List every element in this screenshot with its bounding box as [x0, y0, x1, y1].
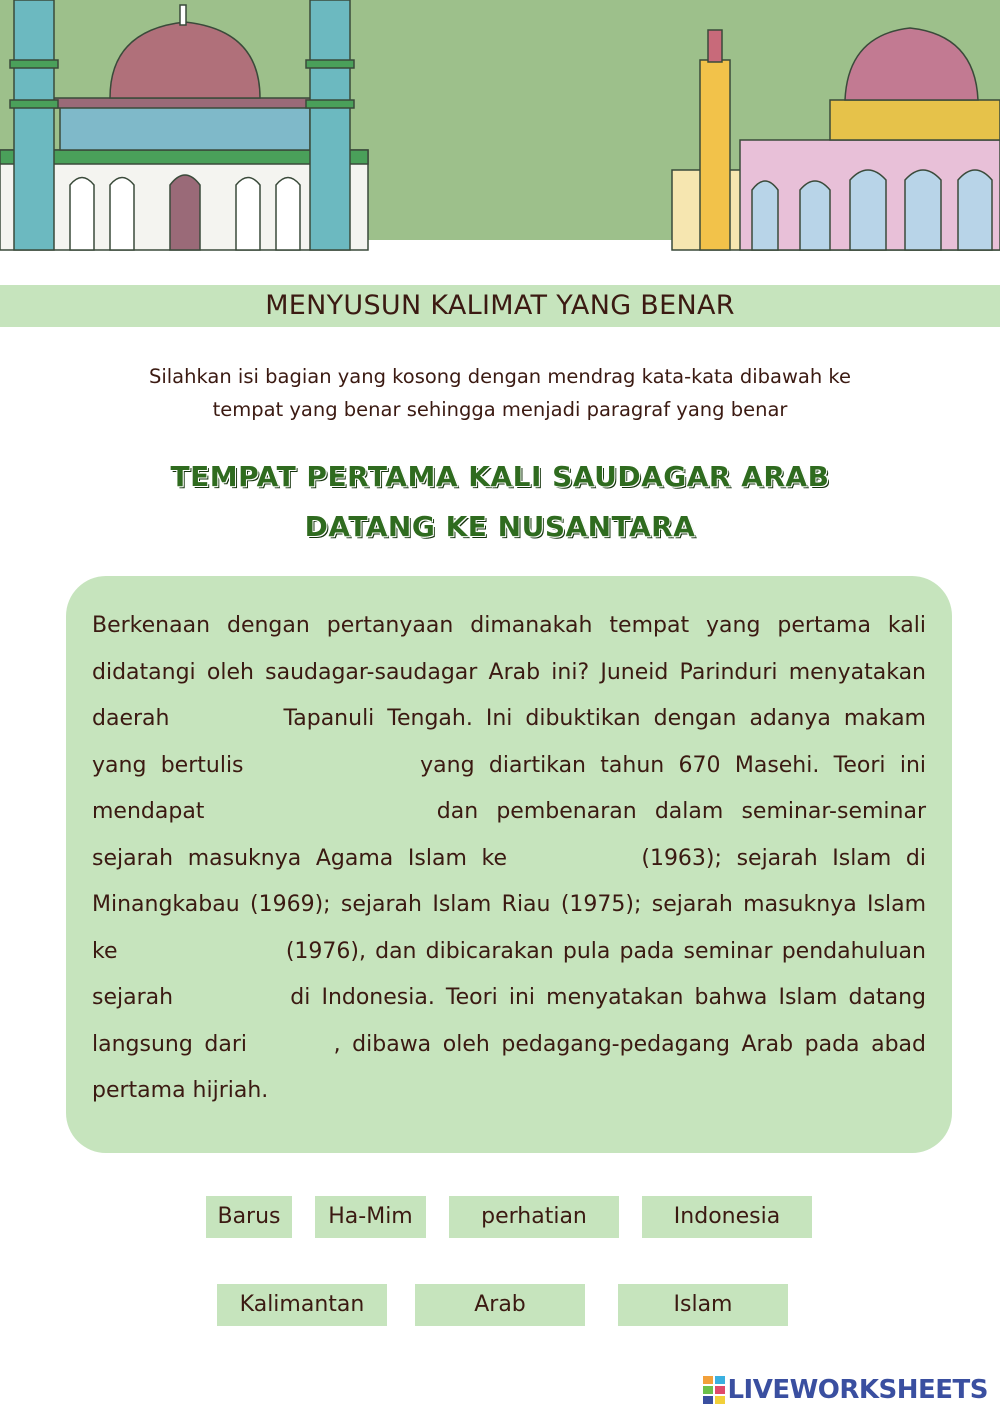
passage-text [92, 603, 926, 1115]
word-chip-barus[interactable]: Barus [206, 1196, 292, 1238]
word-chip-islam[interactable]: Islam [618, 1284, 788, 1326]
word-chip-kalimantan[interactable]: Kalimantan [217, 1284, 387, 1326]
word-chip-ha-mim[interactable]: Ha-Mim [315, 1196, 426, 1238]
section-heading-line-1: TEMPAT PERTAMA KALI SAUDAGAR ARAB [170, 460, 830, 493]
passage-segment-4: dan pembenaran dalam seminar-seminar sejarah masuknya Agama Islam ke [92, 799, 927, 871]
passage-segment-6: (1976), dan dibicarakan pula pada seminar pendahuluan sejarah [92, 938, 926, 1010]
word-chip-arab[interactable]: Arab [415, 1284, 585, 1326]
liveworksheets-logo-text: LIVEWORKSHEETS [727, 1375, 988, 1405]
passage-segment-8: , dibawa oleh pedagang-pedagang Arab pada abad pertama hijriah. [92, 1031, 926, 1103]
passage-segment-7: di Indonesia. Teori ini menyatakan bahwa Islam datang langsung dari [92, 985, 927, 1057]
passage-segment-5: (1963); sejarah Islam di Minangkabau (1969); sejarah Islam Riau (1975); sejarah masuknya Islam ke [92, 845, 926, 964]
instructions [80, 360, 920, 426]
word-chip-indonesia[interactable]: Indonesia [642, 1196, 812, 1238]
word-chip-perhatian[interactable]: perhatian [449, 1196, 619, 1238]
section-heading-line-2: DATANG KE NUSANTARA [304, 510, 696, 543]
liveworksheets-logo [703, 1372, 988, 1408]
instructions-line-1: Silahkan isi bagian yang kosong dengan mendrag kata-kata dibawah ke [148, 365, 852, 388]
passage-segment-1: Berkenaan dengan pertanyaan dimanakah tempat yang pertama kali didatangi oleh saudagar-saudagar Arab ini? Juneid Parinduri menyatakan daerah [92, 613, 926, 731]
passage-segment-2: Tapanuli Tengah. Ini dibuktikan dengan adanya makam yang bertulis [92, 706, 926, 778]
mosque-illustration [0, 0, 1000, 260]
passage-segment-3: yang diartikan tahun 670 Masehi. Teori ini mendapat [92, 752, 926, 824]
section-heading [0, 452, 1000, 552]
page-title: MENYUSUN KALIMAT YANG BENAR [265, 290, 735, 321]
instructions-line-2: tempat yang benar sehingga menjadi paragraf yang benar [212, 398, 788, 421]
liveworksheets-logo-icon [703, 1376, 725, 1404]
